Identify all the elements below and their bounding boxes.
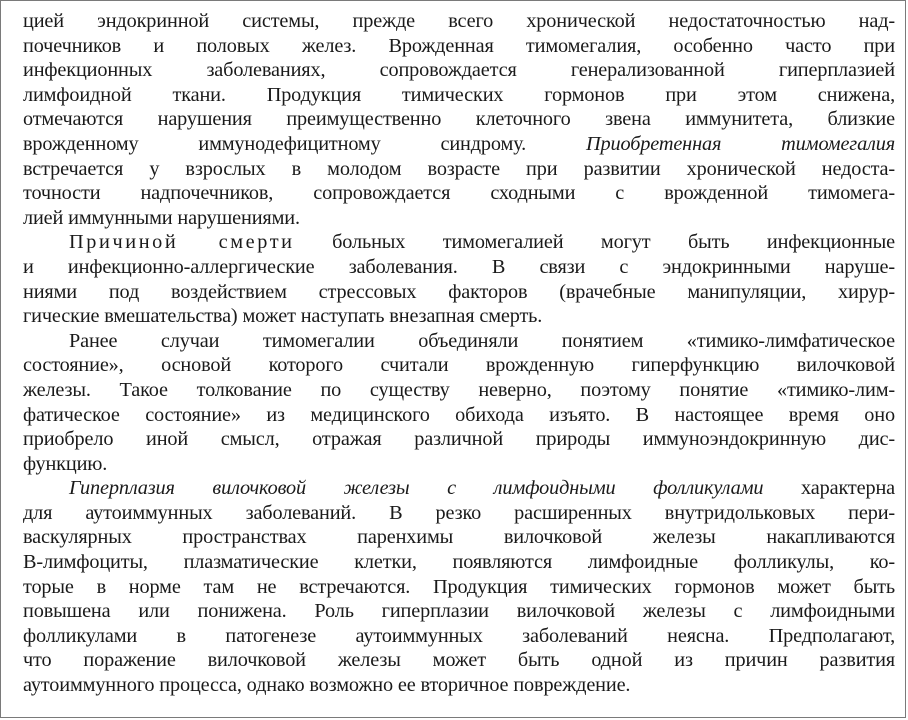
text-line: повышена или понижена. Роль гиперплазии вилочковой железы с лимфоидными xyxy=(23,600,895,623)
text-line: функцию. xyxy=(23,452,108,475)
text-line: что поражение вилочковой железы может быть одной из причин развития xyxy=(23,649,895,672)
paragraph-2 xyxy=(23,230,895,328)
text-line: ниями под воздействием стрессовых факторов (врачебные манипуляции, хирур- xyxy=(23,280,895,303)
text-line-mixed xyxy=(23,230,895,255)
text-line: инфекционных заболеваниях, сопровождается генерализованной гиперплазией xyxy=(23,59,895,82)
text-run: больных тимомегалией могут быть инфекционные xyxy=(294,231,895,254)
text-line: железы. Такое толкование по существу неверно, поэтому понятие «тимико-лим- xyxy=(23,378,895,401)
text-line: лимфоидной ткани. Продукция тимических гормонов при этом снижена, xyxy=(23,83,895,106)
text-run: врожденному иммунодефицитному синдрому. xyxy=(23,132,527,155)
paragraph-1 xyxy=(23,9,895,230)
italic-term: Гиперплазия вилочковой железы с лимфоидными фолликулами xyxy=(69,477,764,500)
text-line-mixed xyxy=(23,476,895,501)
text-run: характерна xyxy=(763,477,895,500)
paragraph-4 xyxy=(23,476,895,697)
italic-term: Приобретенная тимомегалия xyxy=(586,132,896,155)
text-line: отмечаются нарушения преимущественно клеточного звена иммунитета, близкие xyxy=(23,108,895,131)
text-line: почечников и половых желез. Врожденная тимомегалия, особенно часто при xyxy=(23,34,895,57)
text-line: приобрело иной смысл, отражая различной природы иммуноэндокринную дис- xyxy=(23,428,895,451)
text-line: лией иммунными нарушениями. xyxy=(23,206,300,229)
text-line: аутоиммунного процесса, однако возможно ее вторичное повреждение. xyxy=(23,674,631,697)
text-line: торые в норме там не встречаются. Продукция тимических гормонов может быть xyxy=(23,575,895,598)
text-line: В-лимфоциты, плазматические клетки, появляются лимфоидные фолликулы, ко- xyxy=(23,551,895,574)
text-line-mixed xyxy=(23,132,895,157)
text-line: состояние», основой которого считали врожденную гиперфункцию вилочковой xyxy=(23,354,895,377)
text-line: и инфекционно-аллергические заболевания. В связи с эндокринными наруше- xyxy=(23,255,895,278)
text-line: фолликулами в патогенезе аутоиммунных заболеваний неясна. Предполагают, xyxy=(23,624,895,647)
spaced-term: Причиной смерти xyxy=(69,231,295,254)
text-line: Ранее случаи тимомегалии объединяли понятием «тимико-лимфатическое xyxy=(69,329,895,352)
text-line: цией эндокринной системы, прежде всего хронической недостаточностью над- xyxy=(23,10,895,32)
text-line: для аутоиммунных заболеваний. В резко расширенных внутридольковых пери- xyxy=(23,501,895,524)
paragraph-3 xyxy=(23,329,895,477)
text-line: васкулярных пространствах паренхимы вилочковой железы накапливаются xyxy=(23,526,895,549)
text-line: гические вмешательства) может наступать внезапная смерть. xyxy=(23,305,543,328)
text-line: фатическое состояние» из медицинского обихода изъято. В настоящее время оно xyxy=(23,403,895,426)
text-line: точности надпочечников, сопровождается сходными с врожденной тимомега- xyxy=(23,182,895,205)
document-page xyxy=(23,9,895,698)
text-line: встречается у взрослых в молодом возрасте при развитии хронической недоста- xyxy=(23,157,895,180)
